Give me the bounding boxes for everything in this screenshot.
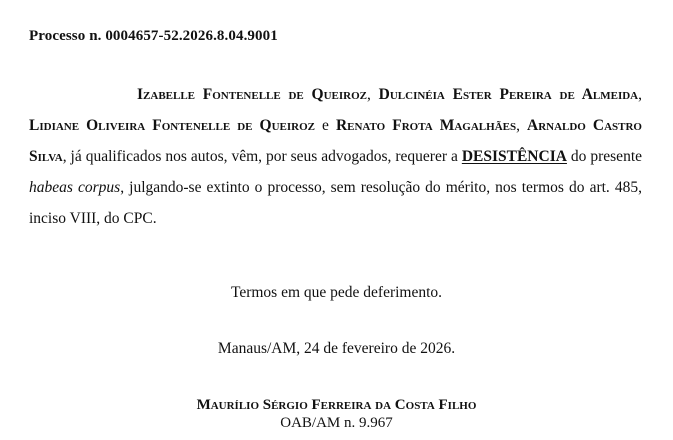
place-date: Manaus/AM, 24 de fevereiro de 2026. (217, 340, 456, 357)
petition-text: , já qualificados nos autos, vêm, por seus advogados, requerer a (62, 148, 462, 165)
petition-paragraph (29, 79, 642, 234)
desistencia-keyword: DESISTÊNCIA (461, 148, 567, 165)
separator: , (367, 86, 379, 103)
party-name: Lidiane Oliveira Fontenelle de Queiroz (29, 117, 315, 134)
party-name: Renato Frota Magalhães (335, 117, 517, 134)
party-name: Dulcinéia Ester Pereira de Almeida (378, 86, 639, 103)
process-number: Processo n. 0004657-52.2026.8.04.9001 (29, 28, 278, 44)
petition-text: do presente (566, 148, 643, 165)
oab-number: OAB/AM n. 9.967 (280, 415, 393, 431)
separator: , (516, 117, 527, 134)
habeas-corpus-term: habeas corpus (29, 179, 121, 196)
party-name: Arnaldo Castro Silva (29, 117, 642, 165)
closing-line: Termos em que pede deferimento. (230, 284, 443, 301)
signer-name: Maurílio Sérgio Ferreira da Costa Filho (196, 397, 477, 413)
petition-text: , julgando-se extinto o processo, sem resolução do mérito, nos termos do art. 485, inciso VIII, do CPC. (29, 179, 643, 227)
separator: , (638, 86, 643, 103)
party-name: Izabelle Fontenelle de Queiroz (137, 86, 367, 103)
separator: e (314, 117, 336, 134)
